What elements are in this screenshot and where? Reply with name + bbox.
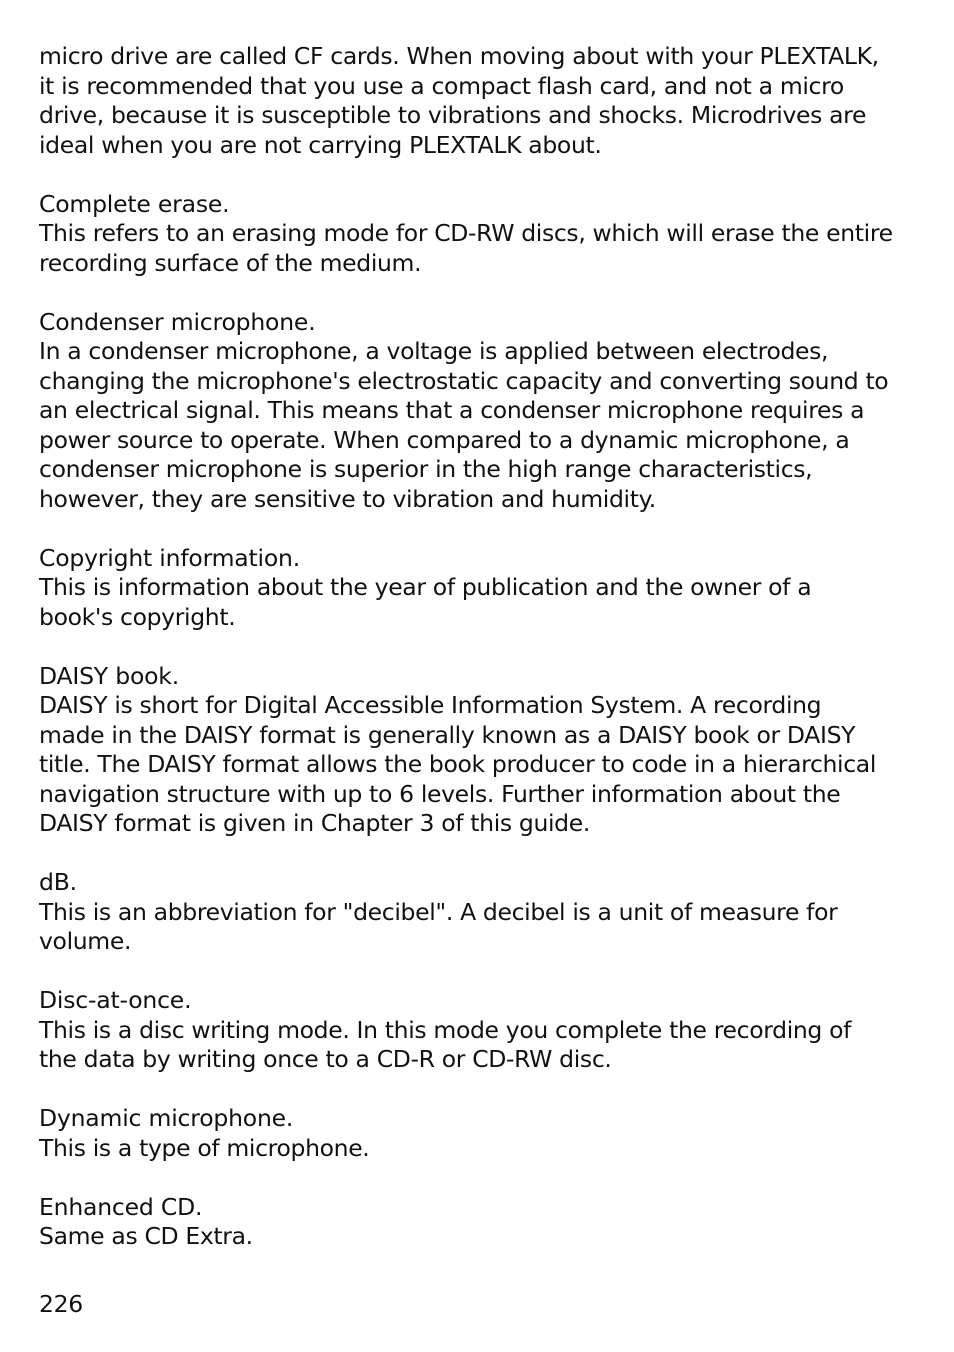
term-text: Complete erase [39,189,223,218]
spacer [39,957,919,987]
spacer [39,1163,919,1193]
term-text: dB [39,868,70,896]
term-text: Disc-at-once [39,986,185,1014]
term-punctuation: . [285,1104,294,1132]
spacer [39,278,919,308]
definition-line: recording surface of the medium. [39,248,422,277]
definition-line: navigation structure with up to 6 levels. Further information about the [39,779,841,808]
term-text: DAISY book [39,661,172,690]
definition-line: This is a disc writing mode. In this mode you complete the recording of [39,1015,852,1044]
spacer [39,632,919,662]
glossary-term [39,986,919,1016]
term-text: Condenser microphone [39,307,309,336]
intro-paragraph [39,42,919,160]
definition-line: This refers to an erasing mode for CD-RW discs, which will erase the entire [39,219,893,247]
definition-line: the data by writing once to a CD-R or CD-RW disc. [39,1045,612,1073]
definition-line: however, they are sensitive to vibration and humidity. [39,484,656,513]
glossary-entry-dynamic-microphone [39,1104,919,1163]
document-page [39,42,919,1252]
intro-line: micro drive are called CF cards. When moving about with your PLEXTALK, [39,42,879,70]
glossary-term [39,1104,919,1134]
glossary-entry-db [39,868,919,957]
definition-line: DAISY is short for Digital Accessible Information System. A recording [39,691,822,719]
definition-line: Same as CD Extra. [39,1222,253,1250]
glossary-entry-daisy-book [39,662,919,839]
glossary-entry-condenser-microphone [39,308,919,515]
glossary-term [39,308,919,338]
term-text: Copyright information [39,543,293,572]
glossary-entry-complete-erase [39,190,919,279]
term-punctuation: . [171,661,179,690]
definition-line: This is information about the year of publication and the owner of a [39,573,812,601]
term-text: Dynamic microphone [39,1104,286,1132]
definition-line: This is an abbreviation for "decibel". A decibel is a unit of measure for [39,897,838,926]
term-punctuation: . [69,868,77,896]
definition-line: changing the microphone's electrostatic capacity and converting sound to [39,366,889,395]
spacer [39,839,919,869]
glossary-term [39,1193,919,1223]
intro-line: ideal when you are not carrying PLEXTALK about. [39,130,602,159]
definition-line: condenser microphone is superior in the high range characteristics, [39,455,813,483]
intro-line: it is recommended that you use a compact flash card, and not a micro [39,71,844,100]
term-punctuation: . [184,986,192,1014]
spacer [39,160,919,190]
glossary-entry-disc-at-once [39,986,919,1075]
spacer [39,1075,919,1105]
definition-line: This is a type of microphone. [39,1133,370,1162]
term-punctuation: . [308,307,316,336]
term-punctuation: . [222,189,230,218]
glossary-term [39,544,919,574]
definition-line: made in the DAISY format is generally known as a DAISY book or DAISY [39,720,856,749]
glossary-term [39,190,919,220]
term-punctuation: . [292,543,300,572]
definition-line: title. The DAISY format allows the book producer to code in a hierarchical [39,750,877,778]
definition-line: an electrical signal. This means that a condenser microphone requires a [39,396,865,424]
term-punctuation: . [195,1192,203,1221]
definition-line: In a condenser microphone, a voltage is applied between electrodes, [39,337,829,365]
page-number: 226 [39,1290,83,1318]
definition-line: volume. [39,927,132,955]
glossary-term [39,662,919,692]
spacer [39,514,919,544]
definition-line: DAISY format is given in Chapter 3 of this guide. [39,809,590,837]
glossary-entry-copyright-information [39,544,919,633]
definition-line: power source to operate. When compared to a dynamic microphone, a [39,425,850,454]
glossary-term [39,868,919,898]
glossary-entry-enhanced-cd [39,1193,919,1252]
intro-line: drive, because it is susceptible to vibrations and shocks. Microdrives are [39,101,867,129]
term-text: Enhanced CD [39,1192,196,1221]
definition-line: book's copyright. [39,602,236,631]
